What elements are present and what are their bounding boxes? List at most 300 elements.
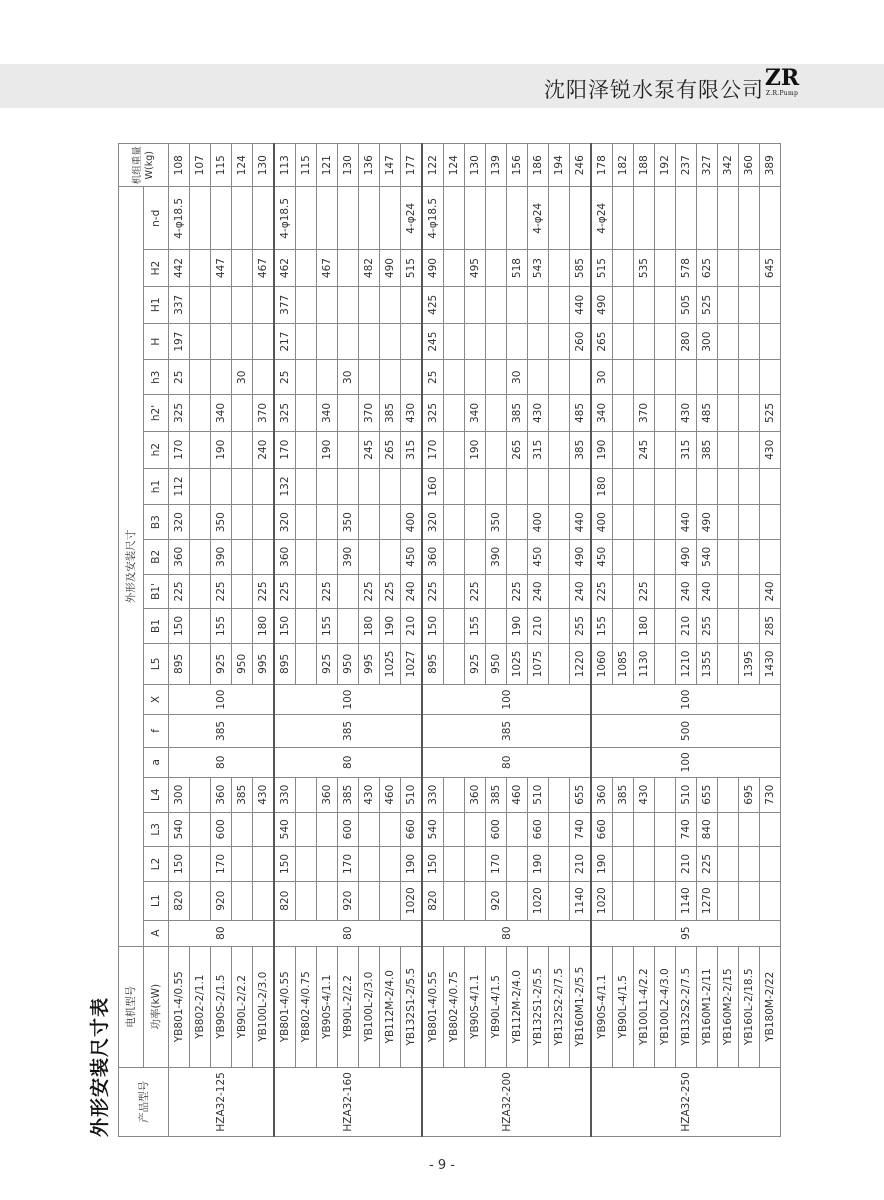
dim-h-cell bbox=[718, 323, 739, 360]
dim-b1p-cell: 240 bbox=[676, 574, 697, 609]
dim-l5-cell bbox=[718, 643, 739, 684]
dim-b1-cell: 285 bbox=[760, 609, 781, 644]
dim-b1-cell bbox=[718, 609, 739, 644]
dim-h2p-cell: 340 bbox=[317, 395, 338, 432]
dim-b3-cell bbox=[760, 505, 781, 540]
dim-h2p-cell bbox=[655, 395, 676, 432]
dim-h1-cell bbox=[739, 468, 760, 505]
dim-nd-cell: 4-φ24 bbox=[591, 187, 613, 250]
dim-h3-cell bbox=[486, 360, 507, 395]
dim-l4-cell: 300 bbox=[169, 777, 190, 812]
dim-l2-cell bbox=[760, 847, 781, 882]
dim-b3-cell: 400 bbox=[591, 505, 613, 540]
dim-b1p-cell bbox=[549, 574, 570, 609]
dim-b3-cell bbox=[359, 505, 380, 540]
dim-h2p-cell: 325 bbox=[422, 395, 444, 432]
dim-b3-cell: 440 bbox=[570, 505, 592, 540]
dim-nd-cell bbox=[317, 187, 338, 250]
company-name: 沈阳泽锐水泵有限公司 bbox=[544, 78, 764, 102]
dim-h2-cell bbox=[444, 431, 465, 468]
dim-l5-cell bbox=[444, 643, 465, 684]
dim-h2p-cell: 385 bbox=[507, 395, 528, 432]
dim-nd-cell bbox=[739, 187, 760, 250]
dim-h2-cell: 190 bbox=[591, 431, 613, 468]
dim-l3-cell bbox=[253, 812, 275, 847]
dim-b1-cell: 155 bbox=[317, 609, 338, 644]
dim-b3-cell bbox=[317, 505, 338, 540]
dim-b2-cell bbox=[296, 540, 317, 575]
dim-h2-cell bbox=[232, 431, 253, 468]
dim-h3-cell: 30 bbox=[232, 360, 253, 395]
dim-nd-cell bbox=[190, 187, 211, 250]
dim-b1-cell bbox=[739, 609, 760, 644]
dim-h3-cell bbox=[739, 360, 760, 395]
table-row bbox=[211, 144, 232, 1137]
motor-model-cell: YB132S2-2/7.5 bbox=[676, 946, 697, 1067]
dim-h3-cell bbox=[444, 360, 465, 395]
dim-h2-cell: 535 bbox=[634, 250, 655, 287]
dim-b1p-cell bbox=[444, 574, 465, 609]
dim-l3-cell bbox=[296, 812, 317, 847]
table-row bbox=[422, 144, 444, 1137]
dim-l2-cell bbox=[380, 847, 401, 882]
header-col: h1 bbox=[144, 468, 169, 505]
dim-l5-cell: 995 bbox=[253, 643, 275, 684]
dim-l4-cell: 510 bbox=[528, 777, 549, 812]
dim-b1-cell bbox=[190, 609, 211, 644]
dim-l1-cell bbox=[465, 881, 486, 920]
dim-h1-cell: 525 bbox=[697, 286, 718, 323]
motor-model-cell: YB112M-2/4.0 bbox=[380, 946, 401, 1067]
dim-l2-cell bbox=[549, 847, 570, 882]
dim-b1-cell bbox=[549, 609, 570, 644]
dim-nd-cell bbox=[211, 187, 232, 250]
header-col: L1 bbox=[144, 881, 169, 920]
dim-l5-cell: 895 bbox=[169, 643, 190, 684]
dim-l4-cell bbox=[296, 777, 317, 812]
dim-h1-cell bbox=[718, 468, 739, 505]
dim-h3-cell bbox=[676, 360, 697, 395]
dim-h1-cell bbox=[338, 286, 359, 323]
dim-l2-cell: 150 bbox=[422, 847, 444, 882]
dim-h1-cell: 112 bbox=[169, 468, 190, 505]
dim-h1-cell bbox=[549, 468, 570, 505]
dim-h3-cell bbox=[380, 360, 401, 395]
dim-l3-cell bbox=[655, 812, 676, 847]
dim-h2p-cell bbox=[338, 395, 359, 432]
dim-h2-cell: 467 bbox=[253, 250, 275, 287]
dim-h-cell bbox=[401, 323, 423, 360]
dim-h3-cell: 25 bbox=[274, 360, 296, 395]
dim-nd-cell bbox=[359, 187, 380, 250]
dim-b3-cell: 490 bbox=[697, 505, 718, 540]
dim-l2-cell bbox=[296, 847, 317, 882]
dim-h2-cell: 467 bbox=[317, 250, 338, 287]
dim-l2-cell: 150 bbox=[169, 847, 190, 882]
weight-cell: 342 bbox=[718, 144, 739, 187]
table-row bbox=[760, 144, 781, 1137]
dim-b2-cell bbox=[739, 540, 760, 575]
dim-l4-cell: 360 bbox=[211, 777, 232, 812]
dim-l5-cell bbox=[655, 643, 676, 684]
dim-b1-cell bbox=[613, 609, 634, 644]
dim-l1-cell: 1020 bbox=[401, 881, 423, 920]
table-row bbox=[570, 144, 592, 1137]
table-row bbox=[613, 144, 634, 1137]
dim-l2-cell: 210 bbox=[570, 847, 592, 882]
dim-b2-cell bbox=[760, 540, 781, 575]
dim-b2-cell: 390 bbox=[211, 540, 232, 575]
dim-h2-cell bbox=[486, 250, 507, 287]
dim-h1-cell bbox=[528, 468, 549, 505]
dim-h3-cell bbox=[613, 360, 634, 395]
dim-l4-cell: 730 bbox=[760, 777, 781, 812]
dim-h2-cell: 495 bbox=[465, 250, 486, 287]
dim-l1-cell bbox=[549, 881, 570, 920]
dim-l3-cell bbox=[465, 812, 486, 847]
dim-l4-cell: 360 bbox=[591, 777, 613, 812]
dim-h1-cell: 440 bbox=[570, 286, 592, 323]
dim-l1-cell bbox=[317, 881, 338, 920]
motor-model-cell: YB801-4/0.55 bbox=[274, 946, 296, 1067]
dim-b1p-cell: 240 bbox=[570, 574, 592, 609]
dim-l1-cell: 820 bbox=[422, 881, 444, 920]
dim-h2-cell: 315 bbox=[401, 431, 423, 468]
weight-cell: 182 bbox=[613, 144, 634, 187]
dim-h2-cell: 315 bbox=[676, 431, 697, 468]
motor-model-cell: YB802-4/0.75 bbox=[296, 946, 317, 1067]
dim-b2-cell bbox=[634, 540, 655, 575]
dim-h1-cell bbox=[444, 468, 465, 505]
dim-h1-cell bbox=[190, 286, 211, 323]
dim-h2-cell bbox=[486, 431, 507, 468]
dim-b1p-cell: 225 bbox=[465, 574, 486, 609]
dim-b1-cell: 210 bbox=[528, 609, 549, 644]
dim-h1-cell: 160 bbox=[422, 468, 444, 505]
table-row bbox=[507, 144, 528, 1137]
dim-b1p-cell: 225 bbox=[380, 574, 401, 609]
header-col: L4 bbox=[144, 777, 169, 812]
header-col: X bbox=[144, 684, 169, 714]
dim-h2-cell: 170 bbox=[169, 431, 190, 468]
dim-h2-cell bbox=[296, 250, 317, 287]
dimension-table bbox=[118, 143, 781, 1137]
dim-h1-cell: 337 bbox=[169, 286, 190, 323]
dim-h1-cell bbox=[253, 468, 275, 505]
dim-l2-cell bbox=[444, 847, 465, 882]
dim-l4-cell: 430 bbox=[253, 777, 275, 812]
dim-h1-cell bbox=[676, 468, 697, 505]
dim-h1-cell: 505 bbox=[676, 286, 697, 323]
dim-h1-cell bbox=[486, 468, 507, 505]
dim-l4-cell: 330 bbox=[422, 777, 444, 812]
motor-model-cell: YB132S1-2/5.5 bbox=[401, 946, 423, 1067]
dim-h1-cell bbox=[655, 286, 676, 323]
dim-h1-cell bbox=[380, 286, 401, 323]
dim-h3-cell bbox=[211, 360, 232, 395]
dim-l1-cell: 920 bbox=[211, 881, 232, 920]
dim-l2-cell: 210 bbox=[676, 847, 697, 882]
dim-b1p-cell bbox=[232, 574, 253, 609]
weight-cell: 121 bbox=[317, 144, 338, 187]
motor-model-cell: YB100L1-4/2.2 bbox=[634, 946, 655, 1067]
dim-h2-cell: 385 bbox=[697, 431, 718, 468]
dim-h1-cell bbox=[507, 286, 528, 323]
dim-l5-cell: 925 bbox=[211, 643, 232, 684]
table-row bbox=[359, 144, 380, 1137]
dim-h2p-cell: 340 bbox=[465, 395, 486, 432]
dim-a-upper-cell: 80 bbox=[422, 920, 591, 946]
weight-cell: 147 bbox=[380, 144, 401, 187]
dim-h2-cell: 447 bbox=[211, 250, 232, 287]
weight-cell: 360 bbox=[739, 144, 760, 187]
dim-b1-cell: 155 bbox=[465, 609, 486, 644]
dim-nd-cell bbox=[253, 187, 275, 250]
table-row bbox=[169, 144, 190, 1137]
dim-b1-cell: 210 bbox=[401, 609, 423, 644]
dim-h2-cell: 245 bbox=[634, 431, 655, 468]
table-row bbox=[232, 144, 253, 1137]
dim-b3-cell bbox=[634, 505, 655, 540]
dim-h3-cell bbox=[718, 360, 739, 395]
dim-b1p-cell bbox=[296, 574, 317, 609]
dim-l1-cell: 820 bbox=[169, 881, 190, 920]
table-row bbox=[697, 144, 718, 1137]
dim-l3-cell: 660 bbox=[401, 812, 423, 847]
dim-b1p-cell bbox=[486, 574, 507, 609]
dim-a-upper-cell: 95 bbox=[591, 920, 781, 946]
table-row bbox=[338, 144, 359, 1137]
dim-b3-cell: 400 bbox=[401, 505, 423, 540]
dim-l5-cell: 1430 bbox=[760, 643, 781, 684]
weight-cell: 389 bbox=[760, 144, 781, 187]
dim-nd-cell: 4-φ24 bbox=[401, 187, 423, 250]
motor-model-cell: YB90S-4/1.1 bbox=[591, 946, 613, 1067]
dim-h1-cell bbox=[739, 286, 760, 323]
weight-cell: 124 bbox=[444, 144, 465, 187]
dim-h1-cell bbox=[296, 286, 317, 323]
dim-h2-cell bbox=[549, 431, 570, 468]
weight-cell: 113 bbox=[274, 144, 296, 187]
table-row bbox=[465, 144, 486, 1137]
dim-l4-cell: 330 bbox=[274, 777, 296, 812]
dim-b1-cell: 150 bbox=[422, 609, 444, 644]
dim-b1p-cell: 225 bbox=[422, 574, 444, 609]
dim-h2p-cell: 370 bbox=[634, 395, 655, 432]
dim-h1-cell bbox=[253, 286, 275, 323]
dim-b1-cell: 190 bbox=[507, 609, 528, 644]
dim-l1-cell: 920 bbox=[338, 881, 359, 920]
dim-h2-cell: 578 bbox=[676, 250, 697, 287]
dim-l1-cell: 1020 bbox=[591, 881, 613, 920]
dim-h2p-cell bbox=[296, 395, 317, 432]
dim-h1-cell bbox=[444, 286, 465, 323]
dim-h1-cell bbox=[401, 286, 423, 323]
dim-b3-cell: 400 bbox=[528, 505, 549, 540]
dim-h-cell bbox=[232, 323, 253, 360]
dim-nd-cell bbox=[549, 187, 570, 250]
dim-l1-cell bbox=[655, 881, 676, 920]
weight-cell: 192 bbox=[655, 144, 676, 187]
dim-h2p-cell bbox=[613, 395, 634, 432]
dim-nd-cell bbox=[760, 187, 781, 250]
table-row bbox=[718, 144, 739, 1137]
weight-cell: 115 bbox=[296, 144, 317, 187]
dim-nd-cell bbox=[465, 187, 486, 250]
dim-h-cell bbox=[444, 323, 465, 360]
dim-nd-cell bbox=[232, 187, 253, 250]
dim-h1-cell bbox=[401, 468, 423, 505]
motor-model-cell: YB160M2-2/15 bbox=[718, 946, 739, 1067]
dim-b3-cell bbox=[253, 505, 275, 540]
dim-b2-cell bbox=[232, 540, 253, 575]
dim-l2-cell bbox=[465, 847, 486, 882]
dim-b1p-cell bbox=[613, 574, 634, 609]
dim-h2p-cell bbox=[190, 395, 211, 432]
dim-h2p-cell: 430 bbox=[401, 395, 423, 432]
dim-l2-cell bbox=[507, 847, 528, 882]
dim-h1-cell bbox=[549, 286, 570, 323]
dim-l1-cell bbox=[718, 881, 739, 920]
header-col: B2 bbox=[144, 540, 169, 575]
dim-nd-cell: 4-φ24 bbox=[528, 187, 549, 250]
table-row bbox=[739, 144, 760, 1137]
dim-l3-cell: 660 bbox=[528, 812, 549, 847]
dim-h2-cell: 245 bbox=[359, 431, 380, 468]
weight-cell: 124 bbox=[232, 144, 253, 187]
dim-h1-cell: 132 bbox=[274, 468, 296, 505]
dim-h2-cell: 385 bbox=[570, 431, 592, 468]
dim-h1-cell bbox=[507, 468, 528, 505]
header-col: B3 bbox=[144, 505, 169, 540]
dim-h1-cell bbox=[232, 468, 253, 505]
motor-model-cell: YB90S-2/1.5 bbox=[211, 946, 232, 1067]
dim-h2p-cell: 525 bbox=[760, 395, 781, 432]
weight-cell: 130 bbox=[465, 144, 486, 187]
table-row bbox=[634, 144, 655, 1137]
table-row bbox=[444, 144, 465, 1137]
dim-a-cell: 100 bbox=[591, 747, 781, 777]
motor-model-cell: YB100L2-4/3.0 bbox=[655, 946, 676, 1067]
weight-cell: 188 bbox=[634, 144, 655, 187]
dim-l2-cell: 190 bbox=[401, 847, 423, 882]
dim-h2-cell: 515 bbox=[591, 250, 613, 287]
dim-f-cell: 500 bbox=[591, 715, 781, 747]
dim-h-cell bbox=[655, 323, 676, 360]
dim-l2-cell bbox=[655, 847, 676, 882]
dim-b1-cell: 150 bbox=[169, 609, 190, 644]
dim-h2p-cell: 385 bbox=[380, 395, 401, 432]
dim-l2-cell: 225 bbox=[697, 847, 718, 882]
header-dims-group: 外形及安装尺寸 bbox=[119, 187, 144, 946]
dim-b1p-cell bbox=[655, 574, 676, 609]
dim-h2-cell: 442 bbox=[169, 250, 190, 287]
dim-l3-cell: 540 bbox=[169, 812, 190, 847]
dim-h2-cell: 265 bbox=[507, 431, 528, 468]
dim-l5-cell: 1025 bbox=[507, 643, 528, 684]
dim-l3-cell: 540 bbox=[422, 812, 444, 847]
dim-h2p-cell: 370 bbox=[253, 395, 275, 432]
dim-l2-cell bbox=[232, 847, 253, 882]
dim-l5-cell: 1130 bbox=[634, 643, 655, 684]
dim-h2-cell bbox=[190, 250, 211, 287]
weight-cell: 178 bbox=[591, 144, 613, 187]
dim-h2p-cell: 485 bbox=[570, 395, 592, 432]
dim-nd-cell bbox=[697, 187, 718, 250]
dim-h1-cell bbox=[232, 286, 253, 323]
dim-l5-cell: 1060 bbox=[591, 643, 613, 684]
table-row bbox=[317, 144, 338, 1137]
dim-h2-cell: 240 bbox=[253, 431, 275, 468]
dim-h2-cell bbox=[655, 250, 676, 287]
header-col: L3 bbox=[144, 812, 169, 847]
dim-h3-cell bbox=[697, 360, 718, 395]
dim-b2-cell bbox=[507, 540, 528, 575]
dim-l2-cell bbox=[613, 847, 634, 882]
dim-l5-cell: 1085 bbox=[613, 643, 634, 684]
dim-l3-cell: 600 bbox=[486, 812, 507, 847]
dim-h3-cell bbox=[317, 360, 338, 395]
dim-l2-cell: 150 bbox=[274, 847, 296, 882]
dim-b1-cell: 155 bbox=[211, 609, 232, 644]
dim-a-upper-cell: 80 bbox=[274, 920, 422, 946]
weight-cell: 186 bbox=[528, 144, 549, 187]
dim-h3-cell bbox=[296, 360, 317, 395]
dim-l4-cell bbox=[444, 777, 465, 812]
weight-cell: 136 bbox=[359, 144, 380, 187]
dim-nd-cell bbox=[444, 187, 465, 250]
dim-l5-cell: 925 bbox=[317, 643, 338, 684]
dim-l1-cell bbox=[507, 881, 528, 920]
dim-nd-cell bbox=[676, 187, 697, 250]
dim-h-cell bbox=[359, 323, 380, 360]
dim-l3-cell bbox=[507, 812, 528, 847]
dim-h1-cell bbox=[380, 468, 401, 505]
dim-b3-cell: 320 bbox=[274, 505, 296, 540]
dim-l3-cell bbox=[549, 812, 570, 847]
dim-b1-cell: 180 bbox=[359, 609, 380, 644]
dim-h2-cell bbox=[718, 250, 739, 287]
dim-h-cell: 300 bbox=[697, 323, 718, 360]
table-row bbox=[401, 144, 423, 1137]
weight-cell: 177 bbox=[401, 144, 423, 187]
header-col: A bbox=[144, 920, 169, 946]
dim-a-cell: 80 bbox=[169, 747, 275, 777]
dim-h-cell bbox=[613, 323, 634, 360]
dim-l2-cell: 170 bbox=[486, 847, 507, 882]
logo-subtext: Z.R.Pump bbox=[765, 90, 799, 97]
dim-h1-cell bbox=[465, 468, 486, 505]
dim-h-cell bbox=[528, 323, 549, 360]
dim-b2-cell bbox=[549, 540, 570, 575]
dim-l1-cell bbox=[296, 881, 317, 920]
dim-l5-cell bbox=[549, 643, 570, 684]
dim-h1-cell bbox=[211, 468, 232, 505]
dim-h2-cell: 170 bbox=[274, 431, 296, 468]
dim-x-cell: 100 bbox=[169, 684, 275, 714]
weight-cell: 327 bbox=[697, 144, 718, 187]
dim-nd-cell: 4-φ18.5 bbox=[422, 187, 444, 250]
dim-l1-cell: 820 bbox=[274, 881, 296, 920]
motor-model-cell: YB802-4/0.75 bbox=[444, 946, 465, 1067]
dim-h-cell: 260 bbox=[570, 323, 592, 360]
dim-b1-cell bbox=[296, 609, 317, 644]
table-row bbox=[676, 144, 697, 1137]
dim-b3-cell bbox=[655, 505, 676, 540]
dim-b2-cell bbox=[380, 540, 401, 575]
dim-b1p-cell: 225 bbox=[253, 574, 275, 609]
dim-h1-cell bbox=[634, 286, 655, 323]
